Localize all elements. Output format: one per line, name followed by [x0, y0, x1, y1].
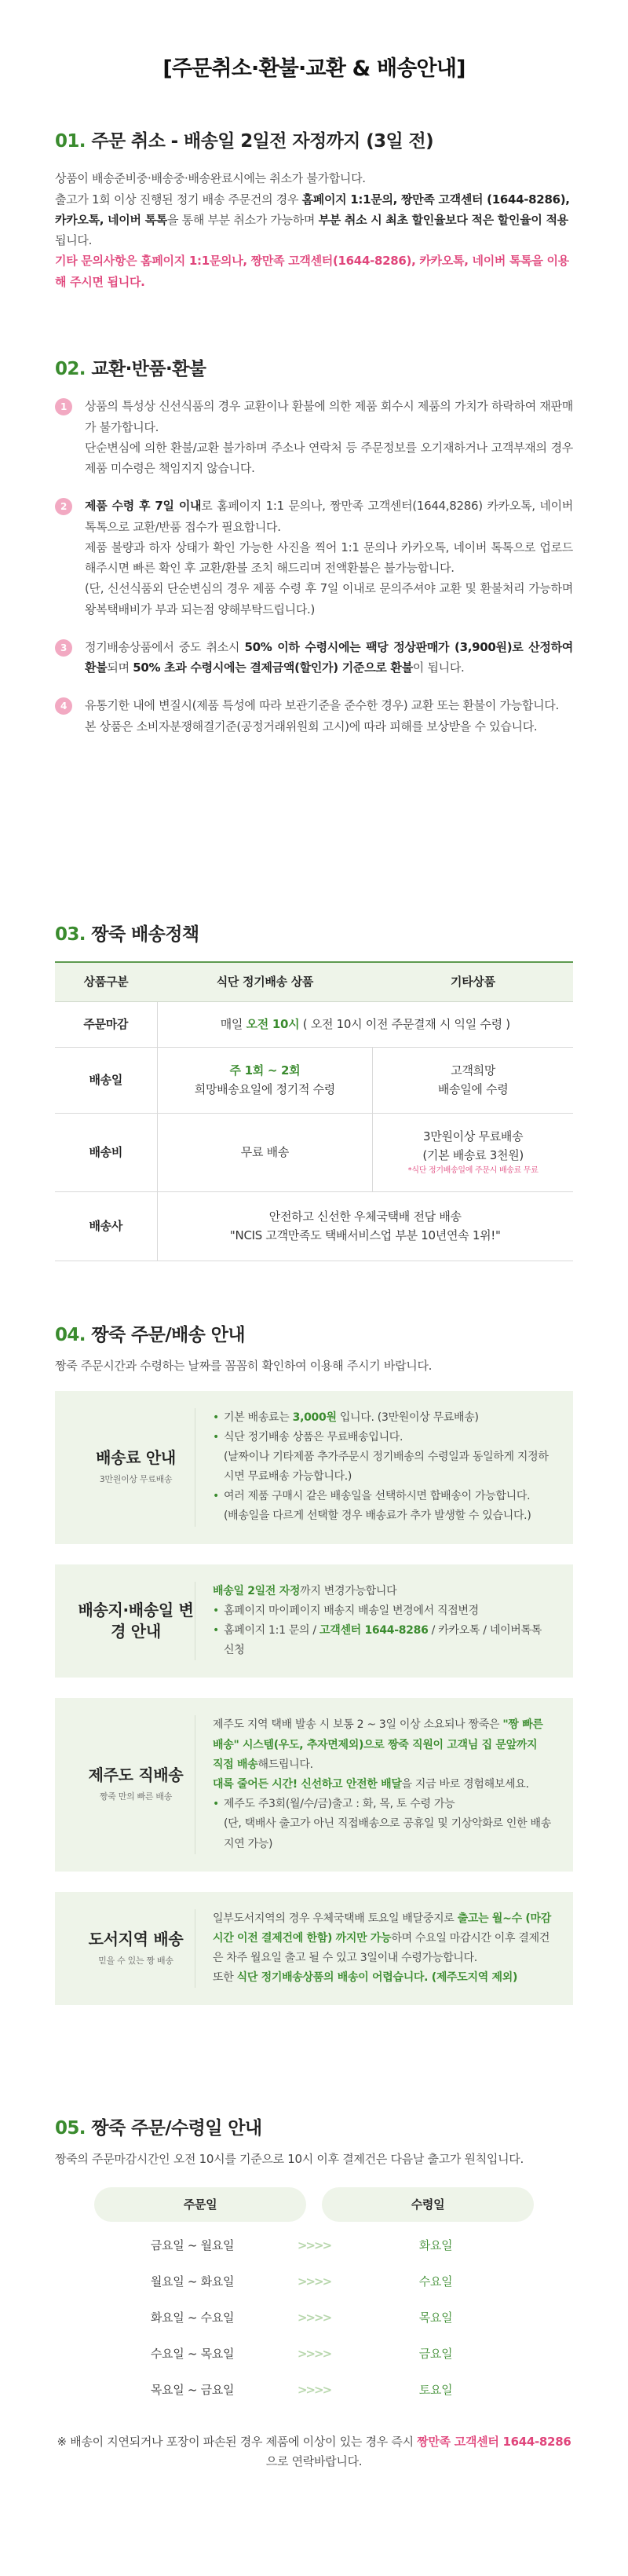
table-row: 화요일 ~ 수요일 >>>> 목요일 [94, 2300, 534, 2336]
contact-note: 기타 문의사항은 홈페이지 1:1문의나, 짱만족 고객센터(1644-8286), 카카오톡, 네이버 톡톡을 이용해 주시면 됩니다. [55, 254, 569, 289]
section-shipping-policy [55, 919, 573, 1319]
number-badge: 4 [55, 697, 72, 715]
table-row: 주문마감 매일 오전 10시 ( 오전 10시 이전 주문결재 시 익일 수령 ) [55, 1001, 573, 1047]
list-item: 1 상품의 특성상 신선식품의 경우 교환이나 환불에 의한 제품 회수시 제품의 가치가 하락하여 재판매가 불가합니다. 단순변심에 의한 환불/교환 불가하며 주소나 연락처 등 주문정보를 오기재하거나 고객부재의 경우 제품 미수령은 책임지지 않습니다. [55, 396, 573, 478]
section-exchange [55, 353, 573, 919]
number-badge: 3 [55, 639, 72, 657]
page-title: [주문취소·환불·교환 & 배송안내] [162, 57, 466, 81]
info-box-jeju: 제주도 직배송 짱죽 만의 빠른 배송 제주도 지역 택배 발송 시 보통 2 ~ 3일 이상 소요되나 짱죽은 "짱 빠른 배송" 시스템(우도, 추자면제외)으로 짱죽 직원이 고객님 집 문앞까지 직접 배송해드립니다. 대록 줄어든 시간! 신선하고 안전한 배달을 지금 바로 경험해보세요. • 제주도 주3회(월/수/금)출고 : 화, 목, 토 수령 가능 (단, 택배사 출고가 아닌 직접배송으로 공휴일 및 기상악화로 인한 배송지연 가능) [55, 1698, 573, 1871]
section-heading: 03. 짱죽 배송정책 [55, 924, 199, 945]
arrow-icon: >>>> [297, 2274, 331, 2289]
table-row: 배송비 무료 배송 3만원이상 무료배송 (기본 배송료 3천원) *식단 정기배송일에 주문시 배송료 무료 [55, 1113, 573, 1191]
receive-day-header: 수령일 [322, 2187, 534, 2222]
order-day-header: 주문일 [94, 2187, 306, 2222]
table-row: 수요일 ~ 목요일 >>>> 금요일 [94, 2336, 534, 2373]
table-row: 배송사 안전하고 신선한 우체국택배 전담 배송 "NCIS 고객만족도 택배서비스업 부분 10년연속 1위!" [55, 1191, 573, 1261]
list-item: 3 정기배송상품에서 중도 취소시 50% 이하 수령시에는 팩당 정상판매가 (3,900원)로 산정하여 환불되며 50% 초과 수령시에는 결제금액(할인가) 기준으로 환불이 됩니다. [55, 637, 573, 679]
arrow-icon: >>>> [297, 2383, 331, 2398]
schedule-table [94, 2187, 534, 2409]
list-item: 2 제품 수령 후 7일 이내로 홈페이지 1:1 문의나, 짱만족 고객센터(1644,8286) 카카오톡, 네이버 톡톡으로 교환/반품 접수가 필요합니다. 제품 불량과 하자 상태가 확인 가능한 사진을 찍어 1:1 문의나 카카오톡, 네이버 톡톡으로 업로드 해주시면 빠른 확인 후 교환/환불 조치 해드리며 전액환불은 불가능합니다. (단, 신선식품외 단순변심의 경우 제품 수령 후 7일 이내로 문의주셔야 교환 및 환불처리 가능하며 왕복택배비가 부과 되는점 양해부탁드립니다.) [55, 496, 573, 620]
number-badge: 1 [55, 398, 72, 415]
table-header-row: 상품구분 식단 정기배송 상품 기타상품 [55, 962, 573, 1001]
section-heading: 02. 교환·반품·환불 [55, 359, 206, 379]
section-cancel [55, 126, 573, 353]
section-order-delivery: 04. 짱죽 주문/배송 안내 짱죽 주문시간과 수령하는 날짜를 꼼꼼히 확인하여 이용해 주시기 바랍니다. 배송료 안내 3만원이상 무료배송 • 기본 배송료는 3,000원 입니다. (3만원이상 무료배송) • 식단 정기배송 상품은 무료배송입니다. (날짜이나 기타제품 추가주문시 정기배송의 수령일과 동일하게 지정하시면 무료배송 가능합니다.) • 여러 제품 구매시 같은 배송일을 선택하시면 합배송이 가능합니다. (배송일을 다르게 선택할 경우 배송료가 추가 발생할 수 있습니다.) 배송지·배송일 변경 안내 배송일 2일전 자정까지 변경가능합니다 • 홈페이지 마이페이지 배송지 배송일 변경에서 직접변경 • 홈페이지 1:1 문의 / 고객센터 1644-8286 / 카카오톡 / 네이버톡톡 신청 제주도 직배송 짱죽 만의 빠른 배송 제주도 지역 택배 발송 시 보통 2 ~ 3일 이상 소요되나 짱죽은 "짱 빠른 배송" 시스템(우도, 추자면제외)으로 짱죽 직원이 고객님 집 문앞까지 직접 배송해드립니다. 대록 줄어든 시간! 신선하고 안전한 배달을 지금 바로 경험해보세요. • 제주도 주3회(월/수/금)출고 : 화, 목, 토 수령 가능 (단, 택배사 출고가 아닌 직접배송으로 공휴일 및 기상악화로 인한 배송지연 가능) 도서지역 배송 믿을 수 있는 짱 배송 일부도서지역의 경우 우체국택배 토요일 배달중지로 출고는 월~수 (마감시간 이전 결제건에 한함) 까지만 가능하며 수요일 마감시간 이후 결제건은 차주 월요일 출고 될 수 있고 3일이내 수령가능합니다. 또한 식단 정기배송상품의 배송이 어렵습니다. (제주도지역 제외) [55, 1319, 573, 2113]
contact-notice: ※ 배송이 지연되거나 포장이 파손된 경우 제품에 이상이 있는 경우 즉시 짱만족 고객센터 1644-8286으로 연락바랍니다. [57, 2434, 571, 2468]
table-row: 목요일 ~ 금요일 >>>> 토요일 [94, 2373, 534, 2409]
arrow-icon: >>>> [297, 2311, 331, 2325]
section-heading: 05. 짱죽 주문/수령일 안내 [55, 2118, 262, 2139]
arrow-icon: >>>> [297, 2347, 331, 2362]
table-row: 금요일 ~ 월요일 >>>> 화요일 [94, 2228, 534, 2264]
arrow-icon: >>>> [297, 2238, 331, 2253]
section-heading: 04. 짱죽 주문/배송 안내 [55, 1325, 245, 1345]
info-box-change: 배송지·배송일 변경 안내 배송일 2일전 자정까지 변경가능합니다 • 홈페이지 마이페이지 배송지 배송일 변경에서 직접변경 • 홈페이지 1:1 문의 / 고객센터 1644-8286 / 카카오톡 / 네이버톡톡 신청 [55, 1564, 573, 1678]
info-box-island: 도서지역 배송 믿을 수 있는 짱 배송 일부도서지역의 경우 우체국택배 토요일 배달중지로 출고는 월~수 (마감시간 이전 결제건에 한함) 까지만 가능하며 수요일 마감시간 이후 결제건은 차주 월요일 출고 될 수 있고 3일이내 수령가능합니다. 또한 식단 정기배송상품의 배송이 어렵습니다. (제주도지역 제외) [55, 1892, 573, 2006]
cancel-text: 상품이 배송준비중·배송중·배송완료시에는 취소가 불가합니다. 출고가 1회 이상 진행된 정기 배송 주문건의 경우 홈페이지 1:1문의, 짱만족 고객센터 (1644-8286), 카카오톡, 네이버 톡톡을 통해 부분 취소가 가능하며 부분 취소 시 최초 할인율보다 적은 할인율이 적용됩니다. 기타 문의사항은 홈페이지 1:1문의나, 짱만족 고객센터(1644-8286), 카카오톡, 네이버 톡톡을 이용해 주시면 됩니다. [55, 168, 573, 292]
info-box-shipping-fee: 배송료 안내 3만원이상 무료배송 • 기본 배송료는 3,000원 입니다. (3만원이상 무료배송) • 식단 정기배송 상품은 무료배송입니다. (날짜이나 기타제품 추가주문시 정기배송의 수령일과 동일하게 지정하시면 무료배송 가능합니다.) • 여러 제품 구매시 같은 배송일을 선택하시면 합배송이 가능합니다. (배송일을 다르게 선택할 경우 배송료가 추가 발생할 수 있습니다.) [55, 1391, 573, 1544]
section-schedule: 05. 짱죽 주문/수령일 안내 짱죽의 주문마감시간인 오전 10시를 기준으로 10시 이후 결제건은 다음날 출고가 원칙입니다. 주문일 수령일 금요일 ~ 월요일 >>>> 화요일 월요일 ~ 화요일 >>>> 수요일 화요일 ~ 수요일 >>>> 목요일 수요일 ~ 목요일 >>>> 금요일 목요일 ~ 금요일 >>>> 토요일 ※ 배송이 지연되거나 포장이 파손된 경우 제품에 이상이 있는 경우 즉시 짱만족 고객센터 1644-8286으로 연락바랍니다. [55, 2113, 573, 2472]
table-row: 배송일 주 1회 ~ 2회 희망배송요일에 정기적 수령 고객희망 배송일에 수령 [55, 1047, 573, 1113]
table-row: 월요일 ~ 화요일 >>>> 수요일 [94, 2264, 534, 2300]
shipping-table [55, 961, 573, 1261]
number-badge: 2 [55, 498, 72, 515]
section-heading: 01. 주문 취소 - 배송일 2일전 자정까지 (3일 전) [55, 131, 434, 152]
list-item: 4 유통기한 내에 변질시(제품 특성에 따라 보관기준을 준수한 경우) 교환 또는 환불이 가능합니다. 본 상품은 소비자분쟁해결기준(공정거래위원회 고시)에 따라 피해를 보상받을 수 있습니다. [55, 695, 573, 737]
